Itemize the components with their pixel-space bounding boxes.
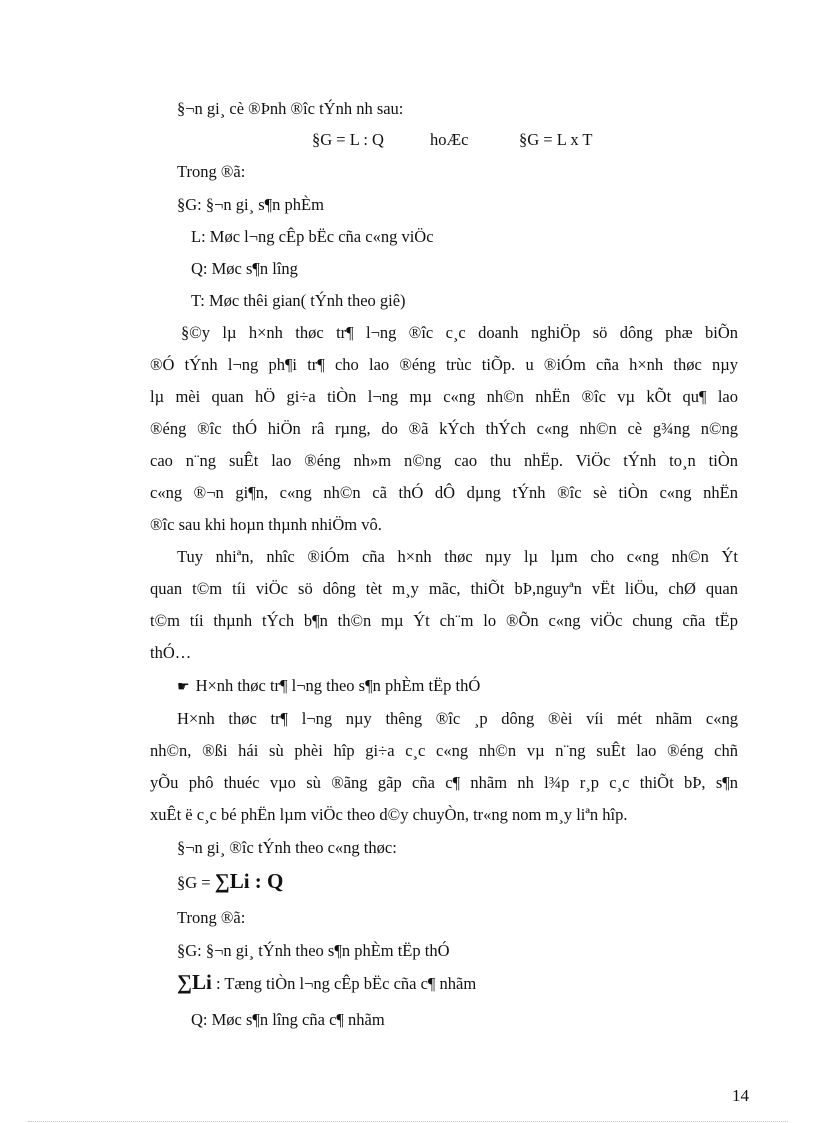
def-l: L: Møc l¬ng cÊp bËc cña c«ng viÖc bbox=[191, 227, 434, 246]
sum-li-text: : Tæng tiÒn l¬ng cÊp bËc cña c¶ nhãm bbox=[215, 974, 477, 993]
paragraph-line: ®îc sau khi hoµn thµnh nhiÖm vô. bbox=[150, 515, 382, 534]
formula-or: hoÆc bbox=[430, 130, 469, 149]
intro-line: §¬n gi¸ cè ®Þnh ®îc tÝnh nh sau: bbox=[177, 99, 404, 118]
paragraph-line: quan t©m tíi viÖc sö dông tèt m¸y mãc, thiÕt bÞ,nguyªn vËt liÖu, chØ quan bbox=[150, 579, 738, 598]
paragraph-line: c«ng ®¬n gi¶n, c«ng nh©n cã thÓ dÔ dµng tÝnh ®îc sè tiÒn c«ng nhËn bbox=[150, 483, 738, 502]
hand-pointer-icon: ☛ bbox=[177, 680, 190, 695]
def-dg: §G: §¬n gi¸ s¶n phÈm bbox=[177, 195, 324, 214]
formula-dg-product: §G = L x T bbox=[519, 130, 593, 149]
def-q-group: Q: Møc s¶n lîng cña c¶ nhãm bbox=[191, 1010, 385, 1029]
paragraph-line: §©y lµ h×nh thøc tr¶ l¬ng ®îc c¸c doanh nghiÖp sö dông phæ biÕn bbox=[181, 323, 738, 342]
page-bottom-divider bbox=[28, 1121, 788, 1122]
sum-li-symbol: ∑Li bbox=[177, 970, 212, 994]
formula-dg-sum bbox=[177, 871, 283, 893]
paragraph-line: ®Ó tÝnh l¬ng ph¶i tr¶ cho lao ®éng trùc tiÕp. u ®iÓm cña h×nh thøc nµy bbox=[150, 355, 738, 374]
paragraph-line: lµ mèi quan hÖ gi÷a tiÒn l¬ng mµ c«ng nh©n nhËn ®îc vµ kÕt qu¶ lao bbox=[150, 387, 738, 406]
paragraph-line: xuÊt ë c¸c bé phËn lµm viÖc theo d©y chuyÒn, tr«ng nom m¸y liªn hîp. bbox=[150, 805, 628, 824]
paragraph-line: nh©n, ®ßi hái sù phèi hîp gi÷a c¸c c«ng nh©n vµ n¨ng suÊt lao ®éng chñ bbox=[150, 741, 738, 760]
paragraph-line: H×nh thøc tr¶ l¬ng nµy thêng ®îc ¸p dông ®èi víi mét nhãm c«ng bbox=[177, 709, 738, 728]
formula-dg-label: §G = bbox=[177, 873, 211, 892]
formula-intro: §¬n gi¸ ®îc tÝnh theo c«ng thøc: bbox=[177, 838, 397, 857]
paragraph-line: t©m tíi thµnh tÝch b¶n th©n mµ Ýt ch¨m lo ®Õn c«ng viÖc chung cña tËp bbox=[150, 611, 738, 630]
def-dg-group: §G: §¬n gi¸ tÝnh theo s¶n phÈm tËp thÓ bbox=[177, 941, 450, 960]
formula-sum-expression: ∑Li : Q bbox=[214, 869, 284, 893]
def-sum-li bbox=[177, 972, 476, 994]
paragraph-line: yÕu phô thuéc vµo sù ®ãng gãp cña c¶ nhãm nh l¾p r¸p c¸c thiÕt bÞ, s¶n bbox=[150, 773, 738, 792]
section-heading bbox=[177, 676, 480, 698]
def-q: Q: Møc s¶n lîng bbox=[191, 259, 298, 278]
where-label: Trong ®ã: bbox=[177, 908, 246, 927]
page-number: 14 bbox=[732, 1086, 749, 1105]
def-t: T: Møc thêi gian( tÝnh theo giê) bbox=[191, 291, 406, 310]
where-label: Trong ®ã: bbox=[177, 162, 246, 181]
paragraph-line: cao n¨ng suÊt lao ®éng nh»m n©ng cao thu nhËp. ViÖc tÝnh to¸n tiÒn bbox=[150, 451, 738, 470]
paragraph-line: Tuy nhiªn, nhîc ®iÓm cña h×nh thøc nµy lµ lµm cho c«ng nh©n Ýt bbox=[177, 547, 738, 566]
section-heading-text: H×nh thøc tr¶ l¬ng theo s¶n phÈm tËp thÓ bbox=[195, 676, 481, 695]
paragraph-line: ®éng ®îc thÓ hiÖn râ rµng, do ®ã kÝch thÝch c«ng nh©n cè g¾ng n©ng bbox=[150, 419, 738, 438]
formula-dg-division: §G = L : Q bbox=[312, 130, 384, 149]
paragraph-line: thÓ… bbox=[150, 643, 192, 662]
